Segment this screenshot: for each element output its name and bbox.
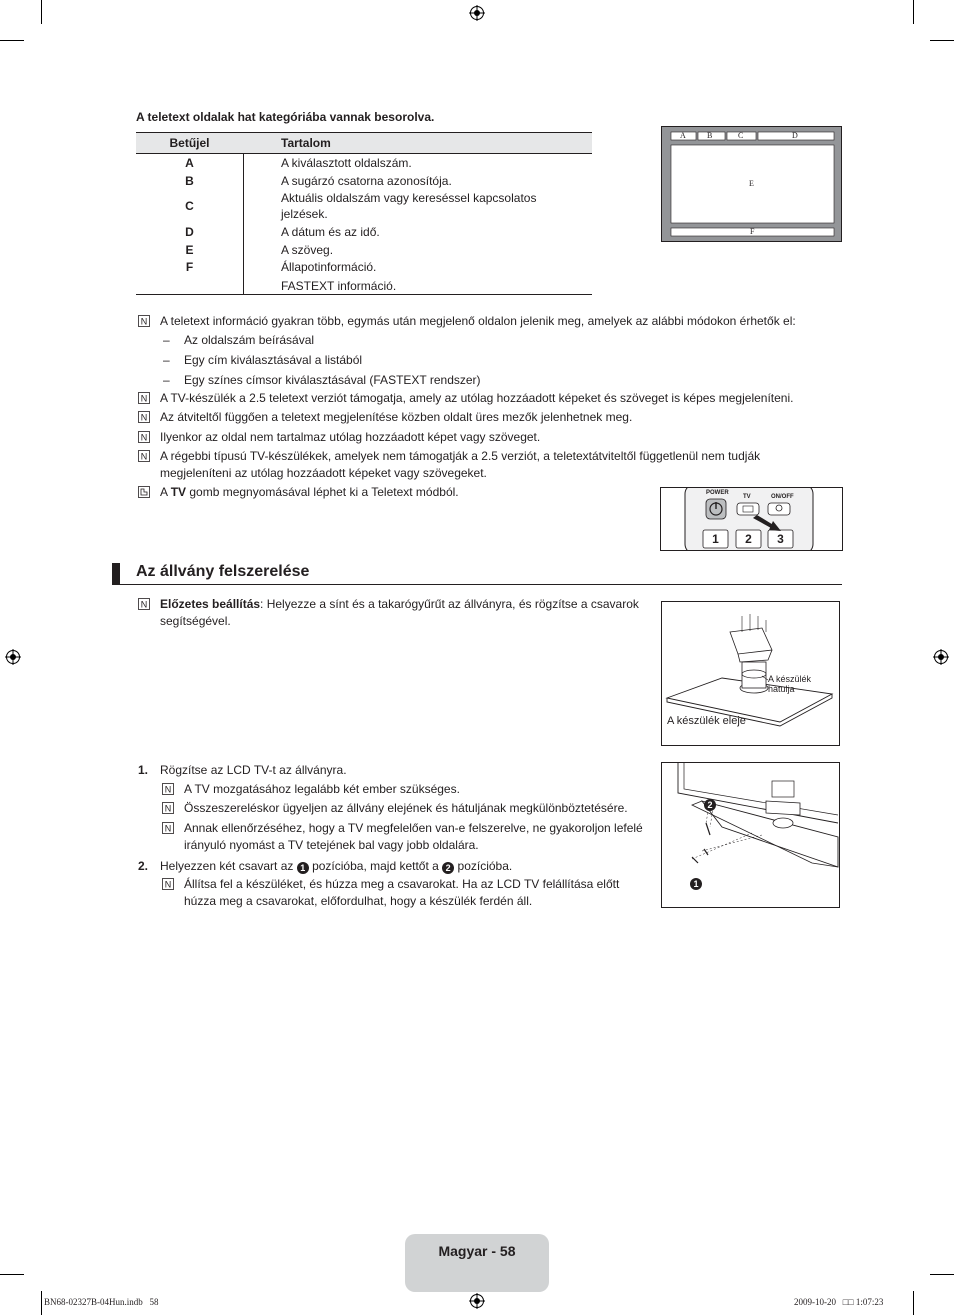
step-number: 2. (138, 859, 149, 873)
remote-key-2: 2 (745, 532, 752, 546)
pre-setup-bold: Előzetes beállítás (160, 597, 261, 611)
tv-note-suffix: gomb megnyomásával léphet ki a Teletext módból. (186, 485, 459, 499)
remote-illustration (660, 487, 843, 551)
pre-setup-note-line2: segítségével. (160, 614, 231, 628)
crop-mark (41, 1291, 42, 1315)
step-note: A TV mozgatásához legalább két ember szükséges. (184, 782, 460, 796)
crop-mark (0, 40, 24, 41)
table-divider (243, 153, 244, 294)
svg-text:N: N (140, 451, 148, 462)
table-row-content: A dátum és az idő. (281, 225, 380, 239)
note-icon (162, 802, 174, 814)
screw-marker-2: 2 (707, 800, 713, 810)
svg-text:N: N (140, 393, 148, 404)
diagram-label-f: F (750, 227, 755, 236)
note-icon (138, 392, 150, 404)
step-note: Annak ellenőrzéséhez, hogy a TV megfelelően van-e felszerelve, ne gyakoroljon lefelé (184, 821, 643, 835)
teletext-diagram (661, 126, 842, 242)
section-title: Az állvány felszerelése (136, 563, 310, 580)
crop-mark (930, 40, 954, 41)
diagram-label-e: E (749, 179, 754, 188)
note-text: megjeleníteni az utólag hozzáadott képeket vagy szövegeket. (160, 466, 487, 480)
note-text: A teletext információ gyakran több, egymás után megjelenő oldalon jelenik meg, amelyek az alábbi módokon érhetők el: (160, 314, 796, 328)
note-text: Az átviteltől függően a teletext megjelenítése közben oldalt üres mezők jelenhetnek meg. (160, 410, 633, 424)
table-header-letter: Betűjel (169, 136, 210, 150)
table-row-letter: C (185, 199, 194, 213)
svg-text:N: N (140, 316, 148, 327)
section-rule (112, 584, 842, 585)
note-icon (162, 822, 174, 834)
crop-mark (0, 1274, 24, 1275)
note-icon (138, 315, 150, 327)
figure-label-back: A készülék hátulja (768, 674, 812, 694)
tip-icon (138, 486, 150, 498)
svg-text:N: N (164, 784, 172, 795)
tv-note-prefix: A (160, 485, 171, 499)
svg-text:N: N (164, 823, 172, 834)
bullet-dash: – (163, 353, 170, 367)
diagram-label-a: A (680, 131, 686, 140)
registration-mark-icon (5, 649, 21, 665)
svg-text:N: N (164, 803, 172, 814)
svg-text:N: N (140, 599, 148, 610)
remote-label-power: POWER (706, 490, 729, 496)
step-note-line2: húzza meg a csavarokat, előfordulhat, hogy a készülék ferdén áll. (184, 894, 533, 908)
position-marker-1 (297, 862, 309, 874)
step-note: Összeszereléskor ügyeljen az állvány elejének és hátuljának megkülönböztetésére. (184, 801, 628, 815)
registration-mark-icon (469, 5, 485, 21)
table-row-content: Aktuális oldalszám vagy kereséssel kapcsolatos jelzések. (281, 191, 537, 221)
note-icon (138, 411, 150, 423)
section-marker (112, 563, 120, 584)
teletext-intro: A teletext oldalak hat kategóriába vannak besorolva. (136, 110, 435, 124)
note-icon (138, 431, 150, 443)
remote-key-3: 3 (777, 532, 784, 546)
pre-setup-text: : Helyezze a sínt és a takarógyűrűt az állványra, és rögzítse a csavarok (260, 597, 639, 611)
step2-text-a: Helyezzen két csavart az (160, 859, 294, 873)
step2-text-c: pozícióba. (457, 859, 513, 873)
note-text: A régebbi típusú TV-készülékek, amelyek nem támogatják a 2.5 verziót, a teletextátviteltől függetlenül nem tudják (160, 449, 761, 463)
step-text (160, 858, 512, 874)
svg-text:N: N (140, 432, 148, 443)
crop-mark (913, 1291, 914, 1315)
table-row-content: A kiválasztott oldalszám. (281, 156, 412, 170)
position-marker-2 (442, 862, 454, 874)
table-row-content: A sugárzó csatorna azonosítója. (281, 174, 452, 188)
tv-exit-note (160, 484, 459, 500)
note-text: Ilyenkor az oldal nem tartalmaz utólag hozzáadott képet vagy szöveget. (160, 430, 541, 444)
svg-text:N: N (140, 412, 148, 423)
table-bottom-rule (136, 294, 592, 295)
table-row-content: A szöveg. (281, 243, 334, 257)
step-number: 1. (138, 763, 149, 777)
remote-label-tv: TV (743, 494, 751, 500)
position-marker-1-label: 1 (300, 863, 306, 873)
file-info: BN68-02327B-04Hun.indb 58 (44, 1297, 159, 1307)
crop-mark (930, 1274, 954, 1275)
remote-key-1: 1 (712, 532, 719, 546)
bullet-dash: – (163, 373, 170, 387)
stand-figure (661, 601, 840, 746)
table-row-letter: B (185, 174, 194, 188)
table-header-content: Tartalom (281, 136, 331, 150)
tv-note-bold: TV (170, 485, 187, 499)
print-date: 2009-10-20 □□ 1:07:23 (794, 1297, 884, 1307)
table-row-letter: A (185, 156, 194, 170)
step-note-line2: irányuló nyomást a TV tetejének bal vagy jobb oldalára. (184, 838, 479, 852)
step-text: Rögzítse az LCD TV-t az állványra. (160, 763, 347, 777)
diagram-label-b: B (707, 131, 713, 140)
note-text: A TV-készülék a 2.5 teletext verziót támogatja, amely az utólag hozzáadott képeket és szöveget is képes megjeleníteni. (160, 391, 794, 405)
figure-label-front: A készülék eleje (667, 715, 746, 727)
diagram-label-c: C (738, 131, 744, 140)
table-row-letter: F (185, 260, 194, 274)
bullet-text: Az oldalszám beírásával (184, 333, 315, 347)
table-row-letter: E (185, 243, 194, 257)
registration-mark-icon (933, 649, 949, 665)
svg-text:N: N (164, 879, 172, 890)
page-number: Magyar - 58 (438, 1243, 516, 1259)
note-icon (138, 598, 150, 610)
note-icon (138, 450, 150, 462)
table-row-letter: D (185, 225, 194, 239)
pre-setup-note (160, 596, 650, 612)
bullet-dash: – (163, 333, 170, 347)
screw-figure (661, 762, 840, 908)
diagram-label-d: D (792, 131, 798, 140)
note-icon (162, 783, 174, 795)
bullet-text: Egy színes címsor kiválasztásával (FASTEXT rendszer) (184, 373, 481, 387)
bullet-text: Egy cím kiválasztásával a listából (184, 353, 363, 367)
step-note: Állítsa fel a készüléket, és húzza meg a csavarokat. Ha az LCD TV felállítása előtt (184, 877, 620, 891)
screw-drawing-icon (662, 763, 839, 907)
step2-text-b: pozícióba, majd kettőt a (312, 859, 439, 873)
note-icon (162, 878, 174, 890)
position-marker-2-label: 2 (445, 863, 451, 873)
screw-marker-1: 1 (693, 879, 699, 889)
crop-mark (913, 0, 914, 24)
remote-label-onoff: ON/OFF (771, 494, 794, 500)
registration-mark-icon (469, 1293, 485, 1309)
table-row-content: FASTEXT információ. (281, 279, 397, 293)
table-row-content: Állapotinformáció. (281, 260, 377, 274)
crop-mark (41, 0, 42, 24)
